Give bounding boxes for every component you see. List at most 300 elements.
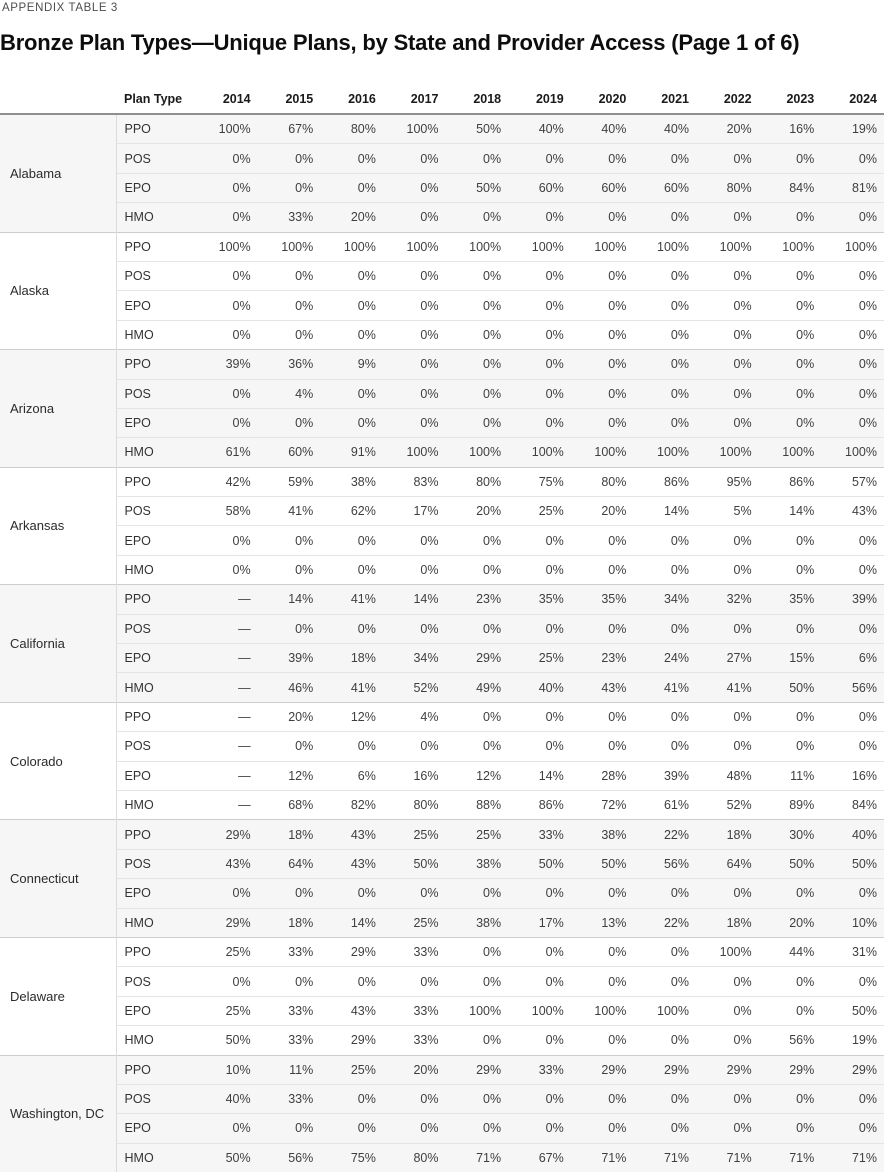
value-cell: 0% [320, 879, 383, 908]
value-cell: 0% [508, 879, 571, 908]
value-cell: 0% [696, 1084, 759, 1113]
value-cell: 0% [633, 555, 696, 584]
value-cell: 33% [508, 820, 571, 849]
value-cell: 0% [446, 732, 509, 761]
value-cell: 0% [446, 408, 509, 437]
value-cell: 0% [633, 732, 696, 761]
value-cell: 0% [383, 350, 446, 379]
value-cell: 50% [446, 114, 509, 144]
value-cell: 60% [633, 173, 696, 202]
value-cell: 32% [696, 585, 759, 614]
value-cell: 0% [571, 144, 634, 173]
value-cell: 0% [320, 173, 383, 202]
value-cell: 41% [633, 673, 696, 702]
table-row [0, 879, 884, 908]
plan-type-cell: POS [116, 1084, 195, 1113]
value-cell: 6% [320, 761, 383, 790]
value-cell: 0% [821, 261, 884, 290]
value-cell: 80% [383, 1143, 446, 1172]
value-cell: 25% [195, 996, 258, 1025]
year-header: 2021 [633, 85, 696, 114]
value-cell: 0% [383, 291, 446, 320]
value-cell: 40% [571, 114, 634, 144]
state-cell: Connecticut [0, 820, 116, 938]
value-cell: 0% [195, 1114, 258, 1143]
value-cell: 20% [258, 702, 321, 731]
value-cell: 14% [508, 761, 571, 790]
value-cell: 80% [383, 790, 446, 819]
value-cell: 46% [258, 673, 321, 702]
table-row [0, 761, 884, 790]
value-cell: 100% [508, 438, 571, 467]
value-cell: 43% [320, 820, 383, 849]
value-cell: 22% [633, 820, 696, 849]
value-cell: 0% [759, 996, 822, 1025]
value-cell: 0% [320, 261, 383, 290]
value-cell: 0% [571, 614, 634, 643]
plan-type-cell: PPO [116, 820, 195, 849]
table-row [0, 379, 884, 408]
table-row [0, 203, 884, 232]
value-cell: 25% [320, 1055, 383, 1084]
value-cell: 84% [759, 173, 822, 202]
table-row [0, 497, 884, 526]
value-cell: 43% [320, 849, 383, 878]
value-cell: 0% [446, 614, 509, 643]
value-cell: 48% [696, 761, 759, 790]
value-cell: 0% [320, 614, 383, 643]
value-cell: 44% [759, 937, 822, 966]
value-cell: 0% [633, 408, 696, 437]
value-cell: 38% [571, 820, 634, 849]
value-cell: 0% [446, 879, 509, 908]
value-cell: 6% [821, 644, 884, 673]
value-cell: 0% [821, 1114, 884, 1143]
value-cell: 49% [446, 673, 509, 702]
value-cell: 25% [195, 937, 258, 966]
plan-type-cell: PPO [116, 937, 195, 966]
value-cell: 25% [383, 908, 446, 937]
plan-type-cell: POS [116, 849, 195, 878]
table-row [0, 673, 884, 702]
value-cell: 34% [633, 585, 696, 614]
value-cell: 0% [759, 379, 822, 408]
value-cell: 80% [571, 467, 634, 496]
state-cell: Colorado [0, 702, 116, 820]
value-cell: 50% [383, 849, 446, 878]
value-cell: 71% [821, 1143, 884, 1172]
value-cell: 0% [383, 555, 446, 584]
value-cell: 64% [696, 849, 759, 878]
value-cell: 29% [446, 644, 509, 673]
plan-type-cell: HMO [116, 790, 195, 819]
header-row [0, 85, 884, 114]
value-cell: 0% [571, 261, 634, 290]
value-cell: 16% [383, 761, 446, 790]
value-cell: 0% [633, 526, 696, 555]
value-cell: 14% [383, 585, 446, 614]
value-cell: 0% [821, 526, 884, 555]
value-cell: 0% [508, 350, 571, 379]
table-row [0, 144, 884, 173]
value-cell: 0% [383, 320, 446, 349]
value-cell: 33% [508, 1055, 571, 1084]
value-cell: 0% [258, 555, 321, 584]
value-cell: 100% [383, 438, 446, 467]
value-cell: 56% [759, 1026, 822, 1055]
value-cell: — [195, 790, 258, 819]
year-header: 2015 [258, 85, 321, 114]
value-cell: 60% [571, 173, 634, 202]
value-cell: 33% [383, 937, 446, 966]
value-cell: 35% [571, 585, 634, 614]
year-header: 2024 [821, 85, 884, 114]
value-cell: 0% [633, 967, 696, 996]
value-cell: 0% [508, 408, 571, 437]
value-cell: 20% [696, 114, 759, 144]
value-cell: 0% [571, 555, 634, 584]
value-cell: 25% [508, 497, 571, 526]
table-row [0, 937, 884, 966]
value-cell: 4% [258, 379, 321, 408]
value-cell: 36% [258, 350, 321, 379]
value-cell: 0% [571, 937, 634, 966]
value-cell: 56% [258, 1143, 321, 1172]
value-cell: 0% [759, 526, 822, 555]
table-row [0, 820, 884, 849]
value-cell: 0% [821, 144, 884, 173]
value-cell: 50% [571, 849, 634, 878]
value-cell: 0% [633, 1114, 696, 1143]
table-row [0, 1143, 884, 1172]
table-header [0, 85, 884, 114]
value-cell: 100% [446, 996, 509, 1025]
table-row [0, 849, 884, 878]
value-cell: 0% [759, 144, 822, 173]
value-cell: 0% [696, 526, 759, 555]
table-row [0, 644, 884, 673]
value-cell: 60% [508, 173, 571, 202]
value-cell: 0% [195, 144, 258, 173]
value-cell: 0% [759, 1084, 822, 1113]
value-cell: 0% [571, 1084, 634, 1113]
value-cell: 0% [571, 408, 634, 437]
value-cell: 0% [446, 350, 509, 379]
value-cell: 39% [821, 585, 884, 614]
table-row [0, 467, 884, 496]
value-cell: 0% [446, 379, 509, 408]
value-cell: 0% [320, 408, 383, 437]
value-cell: 43% [195, 849, 258, 878]
value-cell: 41% [320, 585, 383, 614]
value-cell: 0% [571, 291, 634, 320]
value-cell: 0% [696, 144, 759, 173]
value-cell: 0% [696, 1026, 759, 1055]
value-cell: 0% [821, 702, 884, 731]
value-cell: 0% [446, 702, 509, 731]
value-cell: 30% [759, 820, 822, 849]
value-cell: 29% [696, 1055, 759, 1084]
value-cell: 33% [258, 1026, 321, 1055]
value-cell: 0% [696, 879, 759, 908]
value-cell: 50% [821, 996, 884, 1025]
value-cell: 12% [446, 761, 509, 790]
value-cell: 31% [821, 937, 884, 966]
value-cell: 0% [508, 320, 571, 349]
plan-type-cell: HMO [116, 320, 195, 349]
plan-type-cell: EPO [116, 644, 195, 673]
value-cell: 75% [508, 467, 571, 496]
state-cell: Washington, DC [0, 1055, 116, 1172]
value-cell: 41% [696, 673, 759, 702]
value-cell: 0% [571, 702, 634, 731]
value-cell: 0% [508, 1084, 571, 1113]
state-cell: Alaska [0, 232, 116, 350]
value-cell: 100% [696, 232, 759, 261]
value-cell: 0% [195, 408, 258, 437]
value-cell: 22% [633, 908, 696, 937]
value-cell: 29% [446, 1055, 509, 1084]
table-row [0, 291, 884, 320]
value-cell: 0% [508, 702, 571, 731]
value-cell: 0% [508, 1114, 571, 1143]
value-cell: 23% [571, 644, 634, 673]
value-cell: 0% [508, 144, 571, 173]
table-row [0, 1026, 884, 1055]
value-cell: 100% [759, 438, 822, 467]
value-cell: 91% [320, 438, 383, 467]
table-row [0, 232, 884, 261]
value-cell: 33% [258, 1084, 321, 1113]
table-row [0, 996, 884, 1025]
plan-type-cell: HMO [116, 673, 195, 702]
year-header: 2023 [759, 85, 822, 114]
value-cell: 0% [383, 173, 446, 202]
value-cell: 0% [571, 1114, 634, 1143]
plan-type-cell: POS [116, 379, 195, 408]
value-cell: 100% [195, 114, 258, 144]
value-cell: 0% [571, 350, 634, 379]
value-cell: 0% [633, 144, 696, 173]
value-cell: 29% [571, 1055, 634, 1084]
value-cell: 100% [320, 232, 383, 261]
value-cell: 0% [446, 261, 509, 290]
year-header: 2014 [195, 85, 258, 114]
value-cell: 58% [195, 497, 258, 526]
value-cell: 33% [258, 996, 321, 1025]
value-cell: 100% [633, 438, 696, 467]
plan-type-cell: PPO [116, 467, 195, 496]
value-cell: 33% [383, 996, 446, 1025]
plan-type-cell: EPO [116, 761, 195, 790]
value-cell: 0% [696, 555, 759, 584]
value-cell: 95% [696, 467, 759, 496]
value-cell: 12% [258, 761, 321, 790]
table-row [0, 555, 884, 584]
value-cell: 35% [759, 585, 822, 614]
value-cell: 16% [759, 114, 822, 144]
value-cell: 0% [571, 379, 634, 408]
value-cell: 38% [320, 467, 383, 496]
data-table [0, 85, 884, 1172]
value-cell: 61% [633, 790, 696, 819]
value-cell: 0% [195, 291, 258, 320]
value-cell: 0% [696, 320, 759, 349]
value-cell: 0% [258, 1114, 321, 1143]
value-cell: 80% [320, 114, 383, 144]
value-cell: 0% [320, 144, 383, 173]
value-cell: 0% [821, 379, 884, 408]
value-cell: 0% [696, 408, 759, 437]
value-cell: 13% [571, 908, 634, 937]
value-cell: 100% [821, 232, 884, 261]
value-cell: 100% [258, 232, 321, 261]
state-cell: Arizona [0, 350, 116, 468]
value-cell: 17% [508, 908, 571, 937]
value-cell: 0% [195, 203, 258, 232]
table-row [0, 732, 884, 761]
value-cell: 0% [383, 379, 446, 408]
state-header-spacer [0, 85, 116, 114]
value-cell: 0% [320, 1114, 383, 1143]
value-cell: 100% [696, 937, 759, 966]
table-row [0, 1055, 884, 1084]
value-cell: 25% [446, 820, 509, 849]
value-cell: 72% [571, 790, 634, 819]
value-cell: 0% [633, 320, 696, 349]
year-header: 2019 [508, 85, 571, 114]
value-cell: 0% [696, 1114, 759, 1143]
value-cell: 0% [508, 967, 571, 996]
value-cell: 0% [258, 408, 321, 437]
value-cell: 0% [696, 996, 759, 1025]
value-cell: 0% [821, 408, 884, 437]
value-cell: 56% [633, 849, 696, 878]
plan-type-cell: PPO [116, 232, 195, 261]
value-cell: 0% [320, 379, 383, 408]
value-cell: 29% [320, 937, 383, 966]
value-cell: 100% [508, 996, 571, 1025]
value-cell: 40% [633, 114, 696, 144]
plan-type-cell: EPO [116, 291, 195, 320]
value-cell: 0% [696, 379, 759, 408]
value-cell: 0% [759, 320, 822, 349]
value-cell: 20% [383, 1055, 446, 1084]
table-row [0, 1114, 884, 1143]
value-cell: 18% [320, 644, 383, 673]
value-cell: 0% [821, 967, 884, 996]
plan-type-cell: HMO [116, 555, 195, 584]
value-cell: 20% [446, 497, 509, 526]
table-row [0, 438, 884, 467]
value-cell: 18% [696, 908, 759, 937]
value-cell: 100% [696, 438, 759, 467]
value-cell: 0% [383, 144, 446, 173]
value-cell: 0% [446, 203, 509, 232]
value-cell: 5% [696, 497, 759, 526]
table-row [0, 320, 884, 349]
value-cell: — [195, 732, 258, 761]
value-cell: 0% [383, 732, 446, 761]
value-cell: 11% [759, 761, 822, 790]
value-cell: 0% [633, 879, 696, 908]
value-cell: 67% [258, 114, 321, 144]
value-cell: 0% [320, 1084, 383, 1113]
plan-type-cell: EPO [116, 1114, 195, 1143]
value-cell: 86% [508, 790, 571, 819]
value-cell: 40% [508, 673, 571, 702]
value-cell: 0% [195, 379, 258, 408]
value-cell: 0% [446, 320, 509, 349]
value-cell: 0% [383, 261, 446, 290]
plan-type-cell: EPO [116, 173, 195, 202]
value-cell: 0% [195, 261, 258, 290]
plan-type-cell: PPO [116, 350, 195, 379]
value-cell: 39% [195, 350, 258, 379]
value-cell: 64% [258, 849, 321, 878]
value-cell: 0% [821, 291, 884, 320]
value-cell: 39% [633, 761, 696, 790]
value-cell: 100% [571, 438, 634, 467]
value-cell: 38% [446, 908, 509, 937]
year-header: 2017 [383, 85, 446, 114]
value-cell: 88% [446, 790, 509, 819]
value-cell: 0% [383, 614, 446, 643]
value-cell: 0% [320, 555, 383, 584]
value-cell: 80% [446, 467, 509, 496]
value-cell: 0% [258, 967, 321, 996]
value-cell: 0% [821, 1084, 884, 1113]
value-cell: 67% [508, 1143, 571, 1172]
value-cell: 0% [759, 614, 822, 643]
value-cell: 82% [320, 790, 383, 819]
value-cell: 28% [571, 761, 634, 790]
value-cell: 15% [759, 644, 822, 673]
value-cell: 0% [821, 203, 884, 232]
value-cell: 0% [633, 702, 696, 731]
value-cell: 0% [508, 291, 571, 320]
value-cell: 86% [633, 467, 696, 496]
plan-type-cell: POS [116, 261, 195, 290]
value-cell: 50% [195, 1026, 258, 1055]
value-cell: 0% [508, 1026, 571, 1055]
value-cell: 20% [571, 497, 634, 526]
value-cell: 0% [195, 173, 258, 202]
value-cell: 100% [633, 232, 696, 261]
table-row [0, 1084, 884, 1113]
value-cell: 100% [383, 232, 446, 261]
plan-type-cell: POS [116, 497, 195, 526]
appendix-label: APPENDIX TABLE 3 [2, 2, 118, 14]
value-cell: 18% [258, 908, 321, 937]
value-cell: 12% [320, 702, 383, 731]
value-cell: 0% [446, 555, 509, 584]
value-cell: 71% [446, 1143, 509, 1172]
value-cell: 0% [633, 379, 696, 408]
value-cell: 0% [383, 879, 446, 908]
value-cell: 19% [821, 1026, 884, 1055]
value-cell: 0% [446, 967, 509, 996]
value-cell: 43% [320, 996, 383, 1025]
value-cell: 0% [571, 1026, 634, 1055]
value-cell: 0% [759, 408, 822, 437]
value-cell: 81% [821, 173, 884, 202]
table-row [0, 585, 884, 614]
value-cell: 71% [696, 1143, 759, 1172]
value-cell: 0% [446, 937, 509, 966]
value-cell: 59% [258, 467, 321, 496]
value-cell: 0% [696, 203, 759, 232]
